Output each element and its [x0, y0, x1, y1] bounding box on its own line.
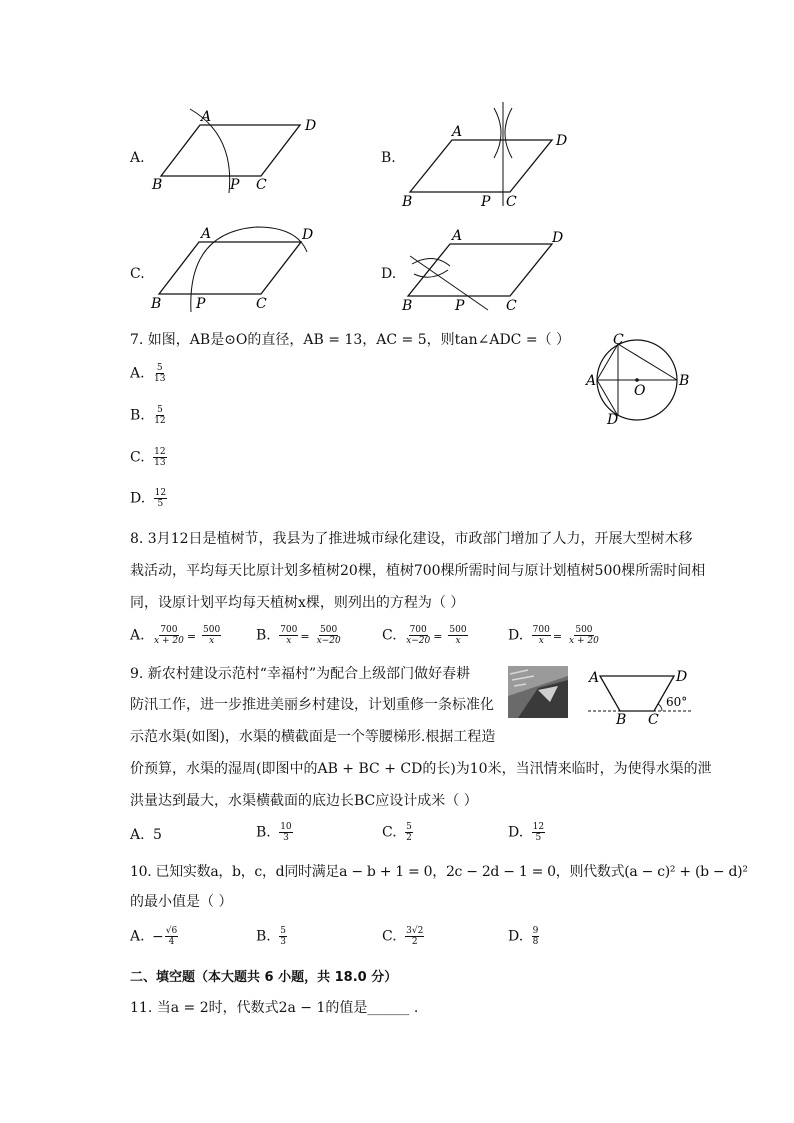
q9-option-d-letter: D. [508, 824, 524, 841]
q8-option-d-left [532, 625, 551, 646]
q9-label-a: A [589, 670, 600, 686]
q8-option-b-right-num: 500 [320, 625, 338, 635]
q8-option-a-right-den: x [209, 636, 215, 646]
q6-option-d-letter: D. [381, 266, 397, 282]
section-2-heading: 二、填空题（本大题共 6 小题，共 18.0 分） [130, 970, 398, 985]
q7-option-d-den: 5 [157, 499, 164, 509]
q7-option-a[interactable] [130, 363, 166, 384]
q6c-label-c: C [256, 296, 267, 312]
q9-trapezoid-figure [586, 664, 694, 726]
q7-option-a-letter: A. [130, 365, 145, 382]
q9-line-3: 示范水渠(如图)，水渠的横截面是一个等腰梯形.根据工程造 [130, 729, 496, 745]
q6-option-c-letter: C. [130, 266, 145, 282]
q10-option-b-den: 3 [280, 937, 286, 947]
q10-line-2: 的最小值是（ ） [130, 894, 233, 910]
q10-option-c-fraction [405, 926, 424, 947]
q10-option-a-prefix: − [152, 928, 164, 945]
q7-circle-figure [585, 332, 695, 426]
q9-option-c-fraction [405, 822, 413, 843]
q6d-label-p: P [455, 298, 465, 314]
q8-option-a-right [202, 625, 221, 646]
q6b-label-p: P [481, 194, 491, 210]
q9-label-angle: 60° [666, 695, 688, 709]
q7-stem: 7. 如图，AB是⊙O的直径，AB = 13，AC = 5，则tan∠ADC =（ ） [130, 332, 571, 348]
q6-figure-c [147, 222, 327, 314]
q9-option-a-letter: A. [130, 827, 145, 843]
q6b-label-c: C [506, 194, 517, 210]
q9-canal-photo [508, 666, 568, 718]
q9-line-2: 防汛工作，进一步推进美丽乡村建设，计划重修一条标准化 [130, 697, 494, 713]
q8-line-3: 同，设原计划平均每天植树x棵，则列出的方程为（ ） [130, 595, 465, 611]
q8-option-d-right-num: 500 [575, 625, 593, 635]
q9-option-d-fraction [532, 822, 545, 843]
q6-figure-a [145, 105, 335, 195]
q11-stem: 11. 当a = 2时，代数式2a − 1的值是______ . [130, 1000, 419, 1016]
q6-figure-b [398, 98, 578, 210]
q10-option-a-den: 4 [168, 937, 175, 947]
q9-option-b-letter: B. [256, 824, 271, 841]
q9-option-a-value: 5 [153, 827, 162, 843]
q10-option-c-num: 3√2 [406, 926, 424, 936]
q7-option-b-den: 12 [154, 416, 166, 426]
q7-label-a: A [586, 373, 597, 389]
q9-line-5: 洪量达到最大，水渠横截面的底边长BC应设计成米（ ） [130, 793, 478, 809]
q6a-label-p: P [230, 177, 240, 193]
q9-label-b: B [616, 712, 627, 726]
q6c-label-a: A [201, 226, 212, 242]
q8-option-d-right [568, 625, 600, 646]
q8-option-a-left-den: x + 20 [154, 636, 184, 646]
q7-option-b-fraction [153, 405, 166, 426]
q8-option-a-right-num: 500 [203, 625, 221, 635]
q9-option-d[interactable] [508, 822, 545, 843]
q9-option-c-num: 5 [406, 822, 412, 832]
q9-line-4: 价预算，水渠的湿周(即图中的AB + BC + CD的长)为10米，当汛情来临时，为使得水渠的泄 [130, 761, 712, 777]
q9-label-d: D [676, 669, 688, 685]
q6d-label-d: D [552, 230, 564, 246]
q8-option-b-left-num: 700 [280, 625, 298, 635]
q6d-label-c: C [506, 298, 517, 314]
q6-option-a-letter: A. [130, 150, 145, 166]
q10-option-a-letter: A. [130, 928, 145, 945]
q10-option-b-letter: B. [256, 928, 271, 945]
q10-option-b-num: 5 [280, 926, 286, 936]
q9-option-b-den: 3 [283, 833, 289, 843]
q8-option-d-letter: D. [508, 627, 524, 644]
q9-option-b[interactable] [256, 822, 293, 843]
q8-line-2: 栽活动，平均每天比原计划多植树20棵，植树700棵所需时间与原计划植树500棵所需时间相 [130, 563, 706, 579]
q7-label-d: D [607, 412, 619, 426]
q10-option-b[interactable] [256, 926, 287, 947]
q6d-label-a: A [452, 228, 463, 244]
q7-label-b: B [679, 373, 690, 389]
q6b-label-d: D [556, 133, 568, 149]
q10-option-d-den: 8 [532, 937, 539, 947]
q7-label-o: O [634, 383, 646, 399]
q10-option-d[interactable] [508, 926, 539, 947]
q7-option-a-num: 5 [156, 363, 163, 373]
q8-option-b-right [316, 625, 342, 646]
q8-option-d-right-den: x + 20 [569, 636, 599, 646]
q8-option-d-left-num: 700 [532, 625, 550, 635]
q7-option-d-num: 12 [154, 488, 167, 498]
q9-label-c: C [648, 712, 659, 726]
q9-option-c-letter: C. [382, 824, 397, 841]
q7-option-b[interactable] [130, 405, 167, 426]
q8-option-b-right-den: x−20 [316, 636, 341, 646]
q7-option-c-fraction [153, 447, 166, 468]
q7-option-c-num: 12 [154, 447, 166, 457]
q8-option-b-left [279, 625, 298, 646]
q9-option-b-num: 10 [280, 822, 292, 832]
q7-label-c: C [613, 332, 624, 348]
q9-option-b-fraction [279, 822, 292, 843]
q10-option-a-fraction [165, 926, 178, 947]
q8-option-a[interactable]: A. $\frac{700}{x + 20}$ = $\frac{500}{x}$ [130, 625, 221, 646]
q6d-label-b: B [402, 298, 413, 314]
q8-option-b-letter: B. [256, 627, 271, 644]
q10-option-d-num: 9 [532, 926, 539, 936]
q8-option-c-left-den: x−20 [406, 636, 431, 646]
q8-option-c-right-den: x [455, 636, 461, 646]
q8-option-a-letter: A. [130, 627, 145, 644]
q8-option-c-left-num: 700 [409, 625, 427, 635]
q6-option-b-letter: B. [381, 150, 396, 166]
q10-option-c-den: 2 [411, 937, 418, 947]
q6a-label-c: C [256, 177, 267, 193]
q8-option-a-left [153, 625, 185, 646]
q9-option-c[interactable] [382, 822, 413, 843]
q7-option-d-letter: D. [130, 490, 146, 507]
q7-option-a-fraction [153, 363, 166, 384]
q6a-label-b: B [152, 177, 163, 193]
q8-option-c-right-num: 500 [449, 625, 467, 635]
q6a-label-a: A [201, 109, 212, 125]
q9-option-d-den: 5 [535, 833, 542, 843]
q8-option-b-left-den: x [286, 636, 292, 646]
q7-option-c-den: 13 [154, 458, 166, 468]
q8-option-d-left-den: x [538, 636, 544, 646]
q8-line-1: 8. 3月12日是植树节，我县为了推进城市绿化建设，市政部门增加了人力，开展大型树木移 [130, 531, 693, 547]
q9-option-c-den: 2 [406, 833, 412, 843]
q6c-label-b: B [151, 296, 162, 312]
q7-option-d[interactable] [130, 488, 167, 509]
q9-option-d-num: 12 [532, 822, 545, 832]
q10-option-c[interactable] [382, 926, 424, 947]
q7-option-c-letter: C. [130, 449, 145, 466]
q6-figure-d [398, 224, 578, 316]
q8-option-c-right [448, 625, 467, 646]
q7-option-d-fraction [154, 488, 167, 509]
q7-option-b-num: 5 [157, 405, 163, 415]
q9-option-a[interactable] [130, 827, 162, 843]
q6c-label-d: D [302, 227, 314, 243]
q7-option-c[interactable] [130, 447, 167, 468]
q6a-label-d: D [305, 118, 317, 134]
q8-option-c[interactable]: C. $\frac{700}{x-20}$ = $\frac{500}{x}$ [382, 625, 467, 646]
q10-option-a-num: √6 [165, 926, 178, 936]
q10-option-b-fraction [279, 926, 287, 947]
q10-option-d-letter: D. [508, 928, 524, 945]
q10-line-1: 10. 已知实数a，b，c，d同时满足a − b + 1 = 0，2c − 2d − 1 = 0，则代数式(a − c)² + (b − d)² [130, 864, 748, 880]
q9-line-1: 9. 新农村建设示范村“幸福村”为配合上级部门做好春耕 [130, 666, 471, 682]
q7-option-b-letter: B. [130, 407, 145, 424]
q6b-label-b: B [402, 194, 413, 210]
q6b-label-a: A [452, 124, 463, 140]
q10-option-a[interactable] [130, 926, 178, 947]
q8-option-c-left [405, 625, 431, 646]
q8-option-a-left-num: 700 [160, 625, 178, 635]
q6c-label-p: P [196, 296, 206, 312]
q10-option-d-fraction [532, 926, 540, 947]
q10-option-c-letter: C. [382, 928, 397, 945]
q8-option-d[interactable]: D. $\frac{700}{x}$ = $\frac{500}{x + 20}$ [508, 625, 599, 646]
q8-option-b[interactable]: B. $\frac{700}{x}$ = $\frac{500}{x-20}$ [256, 625, 341, 646]
q7-option-a-den: 13 [154, 374, 166, 384]
q8-option-c-letter: C. [382, 627, 397, 644]
